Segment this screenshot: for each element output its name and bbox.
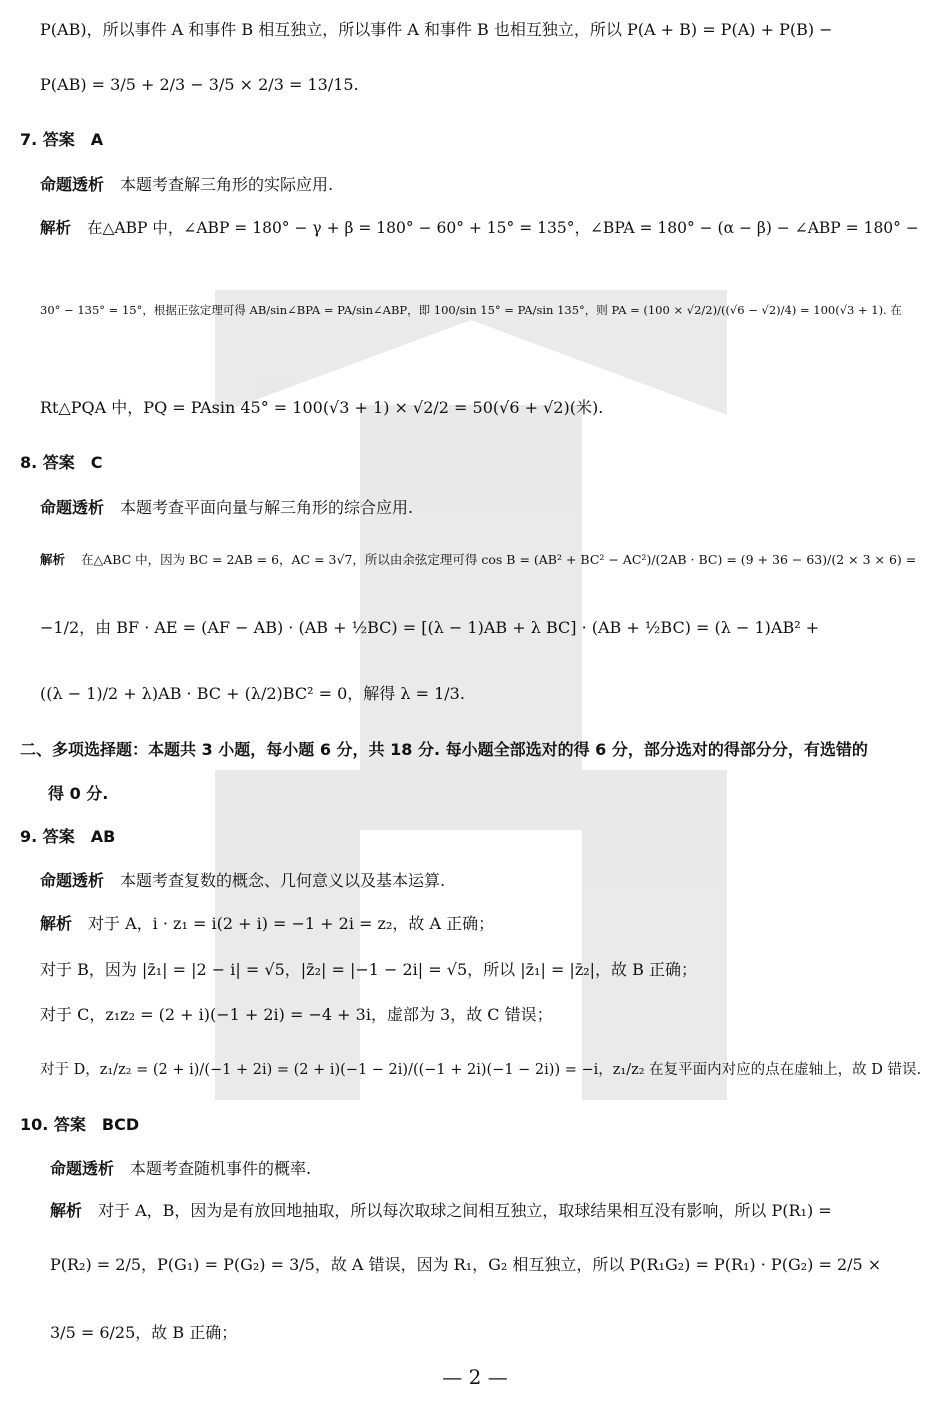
q9-analysis-b xyxy=(40,960,697,980)
line-text: 7. 答案 A xyxy=(20,130,104,149)
q8-answer xyxy=(20,453,103,473)
sol6-line-2 xyxy=(40,75,359,95)
line-text: 本题考查平面向量与解三角形的综合应用. xyxy=(120,498,414,517)
q7-analysis-3 xyxy=(40,398,603,418)
line-text: −1/2，由 BF · AE = (AF − AB) · (AB + ½BC) = [(λ − 1)AB + λ BC] · (AB + ½BC) = (λ − 1)AB² + xyxy=(40,618,820,637)
line-text: P(AB)，所以事件 A 和事件 B 相互独立，所以事件 A 和事件 B 也相互独立，所以 P(A + B) = P(A) + P(B) − xyxy=(40,20,833,39)
line-text: 二、多项选择题：本题共 3 小题，每小题 6 分，共 18 分. 每小题全部选对的得 6 分，部分选对的得部分分，有选错的 xyxy=(20,740,868,759)
line-text: P(AB) = 3/5 + 2/3 − 3/5 × 2/3 = 13/15. xyxy=(40,75,359,94)
section-label: 解析 xyxy=(40,219,72,237)
q8-intent xyxy=(40,498,413,518)
line-text: 对于 B，因为 |z̄₁| = |2 − i| = √5，|z̄₂| = |−1 − 2i| = √5，所以 |z̄₁| = |z̄₂|，故 B 正确； xyxy=(40,960,697,979)
sol6-line-1 xyxy=(40,20,833,40)
line-text: 对于 A，i · z₁ = i(2 + i) = −1 + 2i = z₂，故 A 正确； xyxy=(88,914,495,933)
q10-analysis-2 xyxy=(50,1255,881,1275)
line-text: 得 0 分. xyxy=(48,784,109,803)
q7-answer xyxy=(20,130,103,150)
line-text: 在△ABC 中，因为 BC = 2AB = 6，AC = 3√7，所以由余弦定理可得 cos B = (AB² + BC² − AC²)/(2AB · BC) = (9 + 36 − 63)/(2 × 3 × 6) = xyxy=(81,552,917,567)
q7-intent xyxy=(40,175,333,195)
q8-analysis-1 xyxy=(40,550,916,570)
q10-intent xyxy=(50,1159,311,1179)
line-text: 对于 A，B，因为是有放回地抽取，所以每次取球之间相互独立，取球结果相互没有影响，所以 P(R₁) = xyxy=(98,1201,832,1220)
line-text: 8. 答案 C xyxy=(20,453,103,472)
q10-analysis-3 xyxy=(50,1323,237,1343)
q8-analysis-2 xyxy=(40,618,819,638)
q9-analysis-d xyxy=(40,1060,921,1080)
q10-analysis-1 xyxy=(50,1201,832,1221)
line-text: 30° − 135° = 15°，根据正弦定理可得 AB/sin∠BPA = PA/sin∠ABP，即 100/sin 15° = PA/sin 135°，则 PA = (100 × √2/2)/((√6 − √2)/4) = 100(√3 + 1). 在 xyxy=(40,303,902,317)
section-label: 命题透析 xyxy=(40,871,105,890)
section2-header-2 xyxy=(48,784,108,804)
q8-analysis-3 xyxy=(40,684,465,704)
section-label: 解析 xyxy=(50,1201,83,1220)
line-text: Rt△PQA 中，PQ = PAsin 45° = 100(√3 + 1) × √2/2 = 50(√6 + √2)(米). xyxy=(40,398,604,417)
line-text: 10. 答案 BCD xyxy=(20,1115,140,1134)
line-text: P(R₂) = 2/5，P(G₁) = P(G₂) = 3/5，故 A 错误，因为 R₁，G₂ 相互独立，所以 P(R₁G₂) = P(R₁) · P(G₂) = 2/5 × xyxy=(50,1255,882,1274)
q7-analysis-2 xyxy=(40,300,902,320)
line-text: 对于 C，z₁z₂ = (2 + i)(−1 + 2i) = −4 + 3i，虚部为 3，故 C 错误； xyxy=(40,1005,553,1024)
q9-analysis-a xyxy=(40,914,494,934)
page-number: — 2 — xyxy=(442,1365,508,1389)
line-text: 对于 D，z₁/z₂ = (2 + i)/(−1 + 2i) = (2 + i)(−1 − 2i)/((−1 + 2i)(−1 − 2i)) = −i，z₁/z₂ 在复平面内对应的点在虚轴上，故 D 错误. xyxy=(40,1062,922,1078)
q9-answer xyxy=(20,827,115,847)
line-text: 本题考查解三角形的实际应用. xyxy=(120,175,334,194)
line-text: 在△ABP 中，∠ABP = 180° − γ + β = 180° − 60° + 15° = 135°，∠BPA = 180° − (α − β) − ∠ABP = 180° − xyxy=(87,219,919,237)
line-text: 3/5 = 6/25，故 B 正确； xyxy=(50,1323,238,1342)
q9-intent xyxy=(40,871,445,891)
line-text: ((λ − 1)/2 + λ)AB · BC + (λ/2)BC² = 0，解得 λ = 1/3. xyxy=(40,684,465,703)
section-label: 解析 xyxy=(40,552,66,567)
line-text: 9. 答案 AB xyxy=(20,827,116,846)
section-label: 解析 xyxy=(40,914,73,933)
section-label: 命题透析 xyxy=(50,1159,115,1178)
q9-analysis-c xyxy=(40,1005,553,1025)
q10-answer xyxy=(20,1115,139,1135)
line-text: 本题考查随机事件的概率. xyxy=(130,1159,312,1178)
line-text: 本题考查复数的概念、几何意义以及基本运算. xyxy=(120,871,446,890)
section2-header-1 xyxy=(20,740,868,760)
section-label: 命题透析 xyxy=(40,175,105,194)
section-label: 命题透析 xyxy=(40,498,105,517)
q7-analysis-1 xyxy=(40,218,919,238)
